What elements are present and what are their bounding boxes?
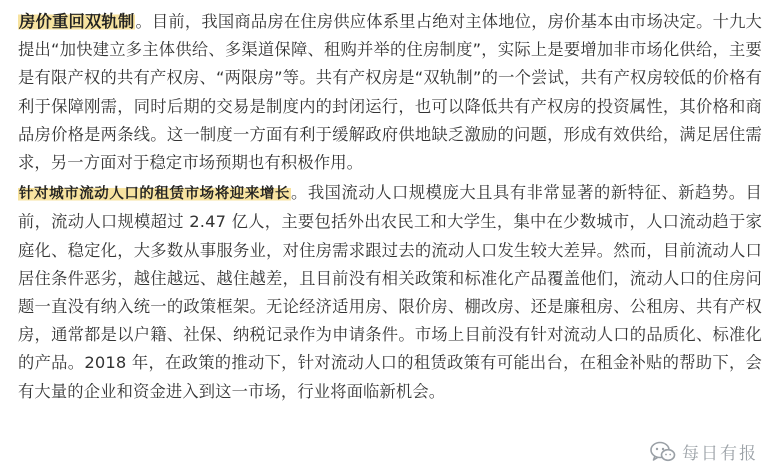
wechat-icon <box>650 441 676 463</box>
paragraph-heading: 针对城市流动人口的租赁市场将迎来增长 <box>19 186 290 203</box>
paragraph-housing-dual-track <box>18 8 762 177</box>
paragraph-heading: 房价重回双轨制 <box>19 12 135 31</box>
paragraph-rental-market <box>18 179 762 406</box>
paragraph-text: 。目前，我国商品房在住房供应体系里占绝对主体地位，房价基本由市场决定。十九大提出“加快建立多主体供给、多渠道保障、租购并举的住房制度”，实际上是要增加非市场化供给，主要是有限产权的共有产权房、“两限房”等。共有产权房是“双轨制”的一个尝试，共有产权房较低的价格有利于保障刚需，同时后期的交易是制度内的封闭运行，也可以降低共有产权房的投资属性，其价格和商品房价格是两条线。这一制度一方面有利于缓解政府供地缺乏激励的问题，形成有效供给，满足居住需求，另一方面对于稳定市场预期也有积极作用。 <box>18 12 762 173</box>
article-body <box>18 8 762 406</box>
paragraph-text: 。我国流动人口规模庞大且具有非常显著的新特征、新趋势。目前，流动人口规模超过 2.47 亿人，主要包括外出农民工和大学生，集中在少数城市，人口流动趋于家庭化、稳定化，大多数从事服务业，对住房需求跟过去的流动人口发生较大差异。然而，目前流动人口居住条件恶劣，越住越远、越住越差，且目前没有相关政策和标准化产品覆盖他们，流动人口的住房问题一直没有纳入统一的政策框架。无论经济适用房、限价房、棚改房、还是廉租房、公租房、共有产权房，通常都是以户籍、社保、纳税记录作为申请条件。市场上目前没有针对流动人口的品质化、标准化的产品。2018 年，在政策的推动下，针对流动人口的租赁政策有可能出台，在租金补贴的帮助下，会有大量的企业和资金进入到这一市场，行业将面临新机会。 <box>18 183 762 401</box>
watermark-text: 每日有报 <box>682 444 758 464</box>
watermark <box>650 439 758 464</box>
